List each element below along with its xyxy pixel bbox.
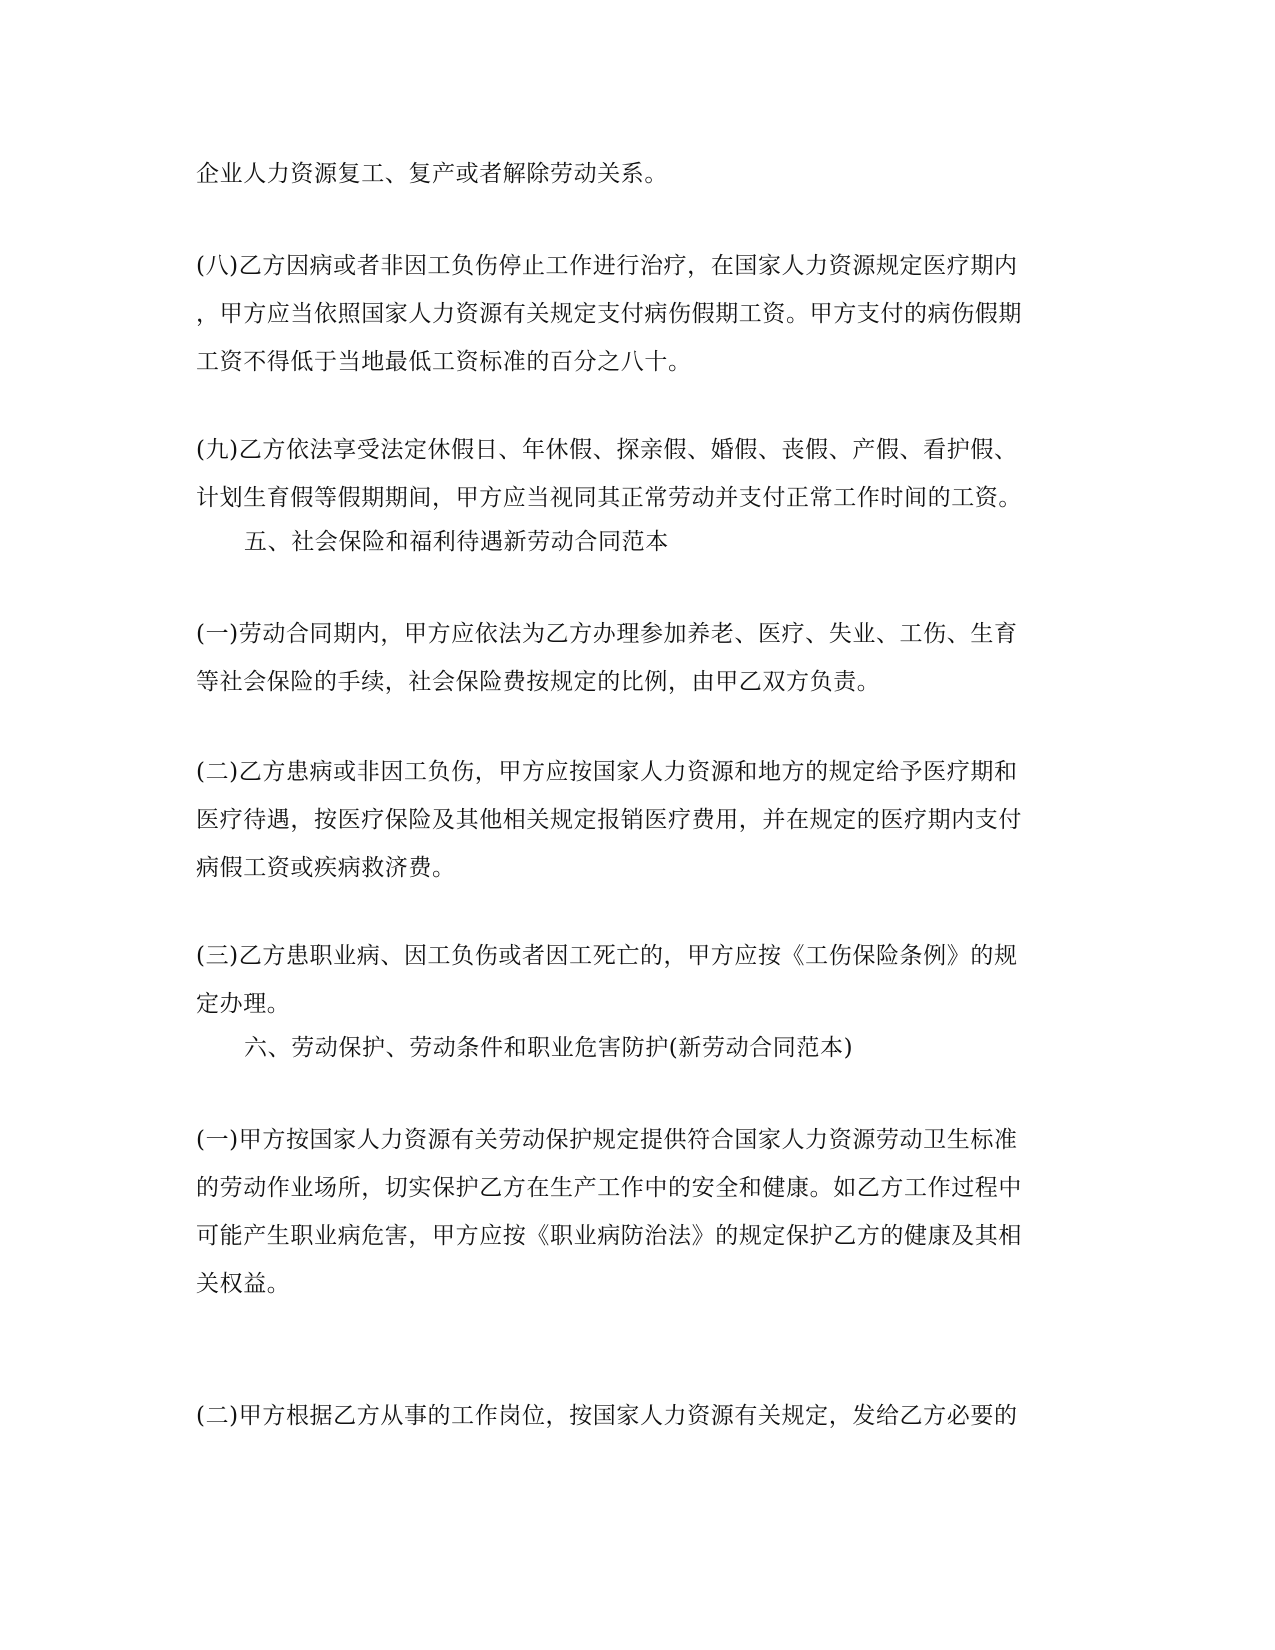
paragraph-end-previous [196, 150, 1076, 198]
heading-line: 六、劳动保护、劳动条件和职业危害防护(新劳动合同范本) [244, 1035, 854, 1061]
section-heading-6 [244, 1024, 1124, 1072]
paragraph-clause-8 [196, 242, 1076, 386]
heading-line: 五、社会保险和福利待遇新劳动合同范本 [244, 529, 669, 555]
text-line: (一)劳动合同期内，甲方应依法为乙方办理参加养老、医疗、失业、工伤、生育 [196, 621, 1018, 647]
paragraph-protection-1 [196, 1116, 1076, 1308]
text-line: 医疗待遇，按医疗保险及其他相关规定报销医疗费用，并在规定的医疗期内支付 [196, 807, 1022, 833]
text-line: 关权益。 [196, 1271, 291, 1297]
text-line: (一)甲方按国家人力资源有关劳动保护规定提供符合国家人力资源劳动卫生标准 [196, 1127, 1018, 1153]
text-line: 计划生育假等假期期间，甲方应当视同其正常劳动并支付正常工作时间的工资。 [196, 485, 1022, 511]
text-line: 等社会保险的手续，社会保险费按规定的比例，由甲乙双方负责。 [196, 669, 881, 695]
text-line: (二)甲方根据乙方从事的工作岗位，按国家人力资源有关规定，发给乙方必要的 [196, 1403, 1018, 1429]
section-heading-5 [244, 518, 1124, 566]
text-line: 的劳动作业场所，切实保护乙方在生产工作中的安全和健康。如乙方工作过程中 [196, 1175, 1022, 1201]
text-line: (二)乙方患病或非因工负伤，甲方应按国家人力资源和地方的规定给予医疗期和 [196, 759, 1018, 785]
paragraph-insurance-2 [196, 748, 1076, 892]
paragraph-protection-2 [196, 1392, 1076, 1440]
paragraph-insurance-3 [196, 932, 1076, 1028]
text-line: (八)乙方因病或者非因工负伤停止工作进行治疗，在国家人力资源规定医疗期内 [196, 253, 1018, 279]
text-line: ，甲方应当依照国家人力资源有关规定支付病伤假期工资。甲方支付的病伤假期 [196, 301, 1022, 327]
text-line: 病假工资或疾病救济费。 [196, 855, 456, 881]
text-line: 定办理。 [196, 991, 291, 1017]
text-line: (三)乙方患职业病、因工负伤或者因工死亡的，甲方应按《工伤保险条例》的规 [196, 943, 1018, 969]
paragraph-insurance-1 [196, 610, 1076, 706]
text-line: 工资不得低于当地最低工资标准的百分之八十。 [196, 349, 692, 375]
text-line: 企业人力资源复工、复产或者解除劳动关系。 [196, 161, 668, 187]
text-line: (九)乙方依法享受法定休假日、年休假、探亲假、婚假、丧假、产假、看护假、 [196, 437, 1018, 463]
paragraph-clause-9 [196, 426, 1076, 522]
text-line: 可能产生职业病危害，甲方应按《职业病防治法》的规定保护乙方的健康及其相 [196, 1223, 1022, 1249]
